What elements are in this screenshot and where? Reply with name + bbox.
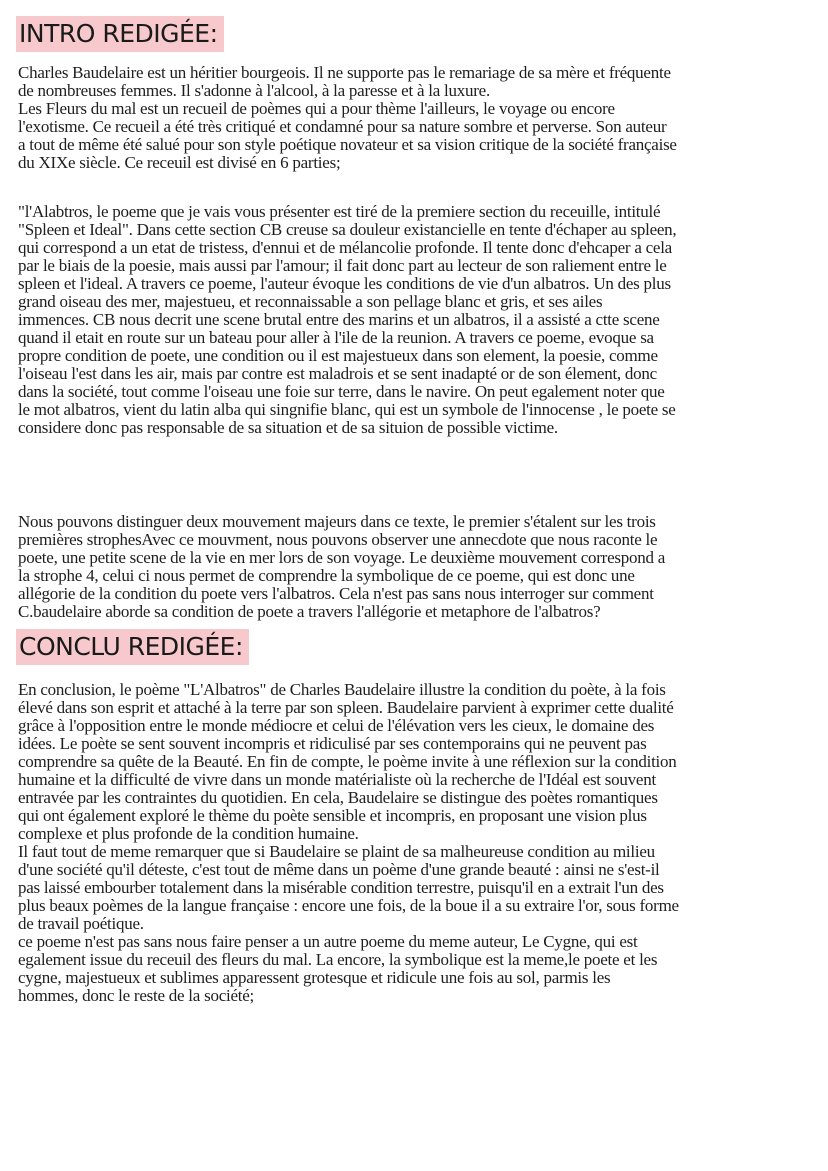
text-line: dans la société, tout comme l'oiseau une foie sur terre, dans le navire. On peut egalement noter que <box>18 382 665 401</box>
text-line: En conclusion, le poème "L'Albatros" de Charles Baudelaire illustre la condition du poète, à la fois <box>18 680 666 699</box>
text-line: immences. CB nous decrit une scene brutal entre des marins et un albatros, il a assisté a ctte scene <box>18 310 660 329</box>
conclu-heading: CONCLU REDIGÉE: <box>16 629 249 665</box>
text-line: de nombreuses femmes. Il s'adonne à l'alcool, à la paresse et à la luxure. <box>18 81 490 100</box>
text-line: "l'Alabtros, le poeme que je vais vous présenter est tiré de la premiere section du receuille, intitulé <box>18 202 661 221</box>
text-line: qui correspond a un etat de tristess, d'ennui et de mélancolie profonde. Il tente donc d'ehcaper a cela <box>18 238 672 257</box>
text-line: idées. Le poète se sent souvent incompris et ridiculisé par ses contemporains qui ne peuvent pas <box>18 734 647 753</box>
text-line: Les Fleurs du mal est un recueil de poèmes qui a pour thème l'ailleurs, le voyage ou encore <box>18 99 615 118</box>
text-line: pas laissé embourber totalement dans la misérable condition terrestre, puisqu'il en a extrait l'un des <box>18 878 664 897</box>
conclu-paragraph <box>18 681 818 1005</box>
intro-heading: INTRO REDIGÉE: <box>16 16 224 52</box>
text-line: humaine et la difficulté de vivre dans un monde matérialiste où la recherche de l'Idéal est souvent <box>18 770 656 789</box>
text-line: ce poeme n'est pas sans nous faire penser a un autre poeme du meme auteur, Le Cygne, qui est <box>18 932 638 951</box>
text-line: l'exotisme. Ce recueil a été très critiqué et condamné pour sa nature sombre et perverse. Son auteur <box>18 117 667 136</box>
text-line: plus beaux poèmes de la langue française : encore une fois, de la boue il a su extraire l'or, sous forme <box>18 896 679 915</box>
text-line: la strophe 4, celui ci nous permet de comprendre la symbolique de ce poeme, qui est donc une <box>18 566 635 585</box>
text-line: propre condition de poete, une condition ou il est majestueux dans son element, la poesie, comme <box>18 346 658 365</box>
text-line: par le biais de la poesie, mais aussi par l'amour; il fait donc part au lecteur de son raliement entre le <box>18 256 667 275</box>
text-line: C.baudelaire aborde sa condition de poete a travers l'allégorie et metaphore de l'albatros? <box>18 602 601 621</box>
intro-paragraph-presentation <box>18 203 818 437</box>
text-line: complexe et plus profonde de la condition humaine. <box>18 824 359 843</box>
text-line: grâce à l'opposition entre le monde médiocre et celui de l'élévation vers les cieux, le domaine des <box>18 716 655 735</box>
text-line: comprendre sa quête de la Beauté. En fin de compte, le poème invite à une réflexion sur la condition <box>18 752 677 771</box>
text-line: Nous pouvons distinguer deux mouvement majeurs dans ce texte, le premier s'étalent sur les trois <box>18 512 656 531</box>
text-line: a tout de même été salué pour son style poétique novateur et sa vision critique de la société française <box>18 135 677 154</box>
text-line: hommes, donc le reste de la société; <box>18 986 254 1005</box>
text-line: spleen et l'ideal. A travers ce poeme, l'auteur évoque les conditions de vie d'un albatros. Un des plus <box>18 274 671 293</box>
text-line: Charles Baudelaire est un héritier bourgeois. Il ne supporte pas le remariage de sa mère et fréquente <box>18 63 671 82</box>
text-line: grand oiseau des mer, majestueu, et reconnaissable a son pellage blanc et gris, et ses ailes <box>18 292 603 311</box>
text-line: d'une société qu'il déteste, c'est tout de même dans un poème d'une grande beauté : ainsi ne s'est-il <box>18 860 660 879</box>
intro-paragraph-movements <box>18 513 818 621</box>
text-line: du XIXe siècle. Ce receuil est divisé en 6 parties; <box>18 153 341 172</box>
text-line: entravée par les contraintes du quotidien. En cela, Baudelaire se distingue des poètes romantiques <box>18 788 658 807</box>
text-line: egalement issue du receuil des fleurs du mal. La encore, la symbolique est la meme,le poete et les <box>18 950 658 969</box>
text-line: qui ont également exploré le thème du poète sensible et incompris, en proposant une vision plus <box>18 806 647 825</box>
intro-paragraph-biography <box>18 64 818 172</box>
text-line: "Spleen et Ideal". Dans cette section CB creuse sa douleur existancielle en tente d'échaper au spleen, <box>18 220 677 239</box>
text-line: premières strophesAvec ce mouvment, nous pouvons observer une annecdote que nous raconte le <box>18 530 658 549</box>
text-line: quand il etait en route sur un bateau pour aller à l'ile de la reunion. A travers ce poeme, evoque sa <box>18 328 654 347</box>
text-line: élevé dans son esprit et attaché à la terre par son spleen. Baudelaire parvient à exprimer cette dualité <box>18 698 674 717</box>
text-line: de travail poétique. <box>18 914 144 933</box>
text-line: considere donc pas responsable de sa situation et de sa situion de possible victime. <box>18 418 558 437</box>
text-line: le mot albatros, vient du latin alba qui singnifie blanc, qui est un symbole de l'innocense , le poete se <box>18 400 676 419</box>
text-line: l'oiseau l'est dans les air, mais par contre est maladrois et se sent inadapté or de son élement, donc <box>18 364 657 383</box>
text-line: cygne, majestueux et sublimes apparessent grotesque et ridicule une fois au sol, parmis les <box>18 968 611 987</box>
text-line: poete, une petite scene de la vie en mer lors de son voyage. Le deuxième mouvement correspond a <box>18 548 666 567</box>
text-line: allégorie de la condition du poete vers l'albatros. Cela n'est pas sans nous interroger sur comment <box>18 584 654 603</box>
text-line: Il faut tout de meme remarquer que si Baudelaire se plaint de sa malheureuse condition au milieu <box>18 842 655 861</box>
